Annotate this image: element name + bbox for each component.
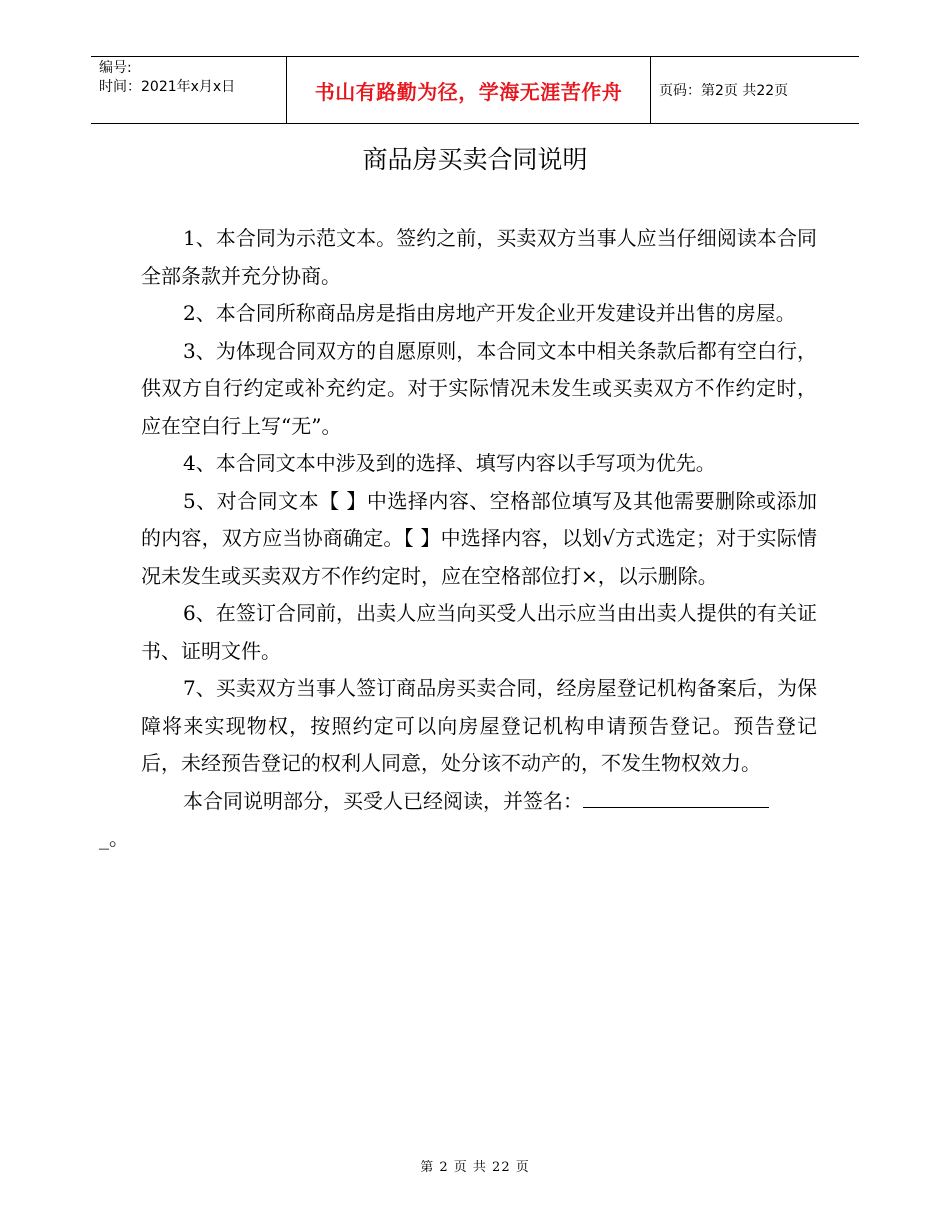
document-body bbox=[99, 220, 817, 858]
signature-paragraph bbox=[99, 783, 817, 858]
paragraph-4: 4、本合同文本中涉及到的选择、填写内容以手写项为优先。 bbox=[183, 451, 716, 475]
page-footer: 第 2 页 共 22 页 bbox=[420, 1160, 530, 1175]
document-number-label: 编号: bbox=[99, 60, 132, 76]
header-page-cell bbox=[650, 57, 859, 123]
paragraph-6: 6、在签订合同前，出卖人应当向买受人出示应当由出卖人提供的有关证书、证明文件。 bbox=[141, 601, 817, 663]
signature-end: _。 bbox=[99, 826, 129, 850]
paragraph-5: 5、对合同文本【 】中选择内容、空格部位填写及其他需要删除或添加的内容，双方应当协商确定。【 】中选择内容，以划√方式选定；对于实际情况未发生或买卖双方不作约定时，应在空格部位打×，以示删除。 bbox=[141, 488, 817, 588]
signature-line bbox=[583, 787, 769, 808]
document-time-label: 时间：2021年x月x日 bbox=[99, 79, 236, 95]
document-title: 商品房买卖合同说明 bbox=[362, 145, 588, 174]
paragraph-7: 7、买卖双方当事人签订商品房买卖合同，经房屋登记机构备案后，为保障将来实现物权，按照约定可以向房屋登记机构申请预告登记。预告登记后，未经预告登记的权利人同意，处分该不动产的，不发生物权效力。 bbox=[141, 676, 817, 775]
signature-text: 本合同说明部分，买受人已经阅读，并签名： bbox=[183, 788, 583, 813]
header-page-info: 页码：第2页 共22页 bbox=[659, 83, 789, 99]
paragraph-3: 3、为体现合同双方的自愿原则，本合同文本中相关条款后都有空白行，供双方自行约定或补充约定。对于实际情况未发生或买卖双方不作约定时，应在空白行上写“无”。 bbox=[141, 338, 817, 438]
page-header bbox=[91, 56, 859, 124]
paragraph-1: 1、本合同为示范文本。签约之前，买卖双方当事人应当仔细阅读本合同全部条款并充分协商。 bbox=[141, 226, 817, 288]
header-meta-cell bbox=[91, 57, 286, 123]
header-motto-cell bbox=[286, 57, 651, 123]
header-motto: 书山有路勤为径，学海无涯苦作舟 bbox=[314, 79, 623, 104]
paragraph-2: 2、本合同所称商品房是指由房地产开发企业开发建设并出售的房屋。 bbox=[183, 301, 796, 325]
